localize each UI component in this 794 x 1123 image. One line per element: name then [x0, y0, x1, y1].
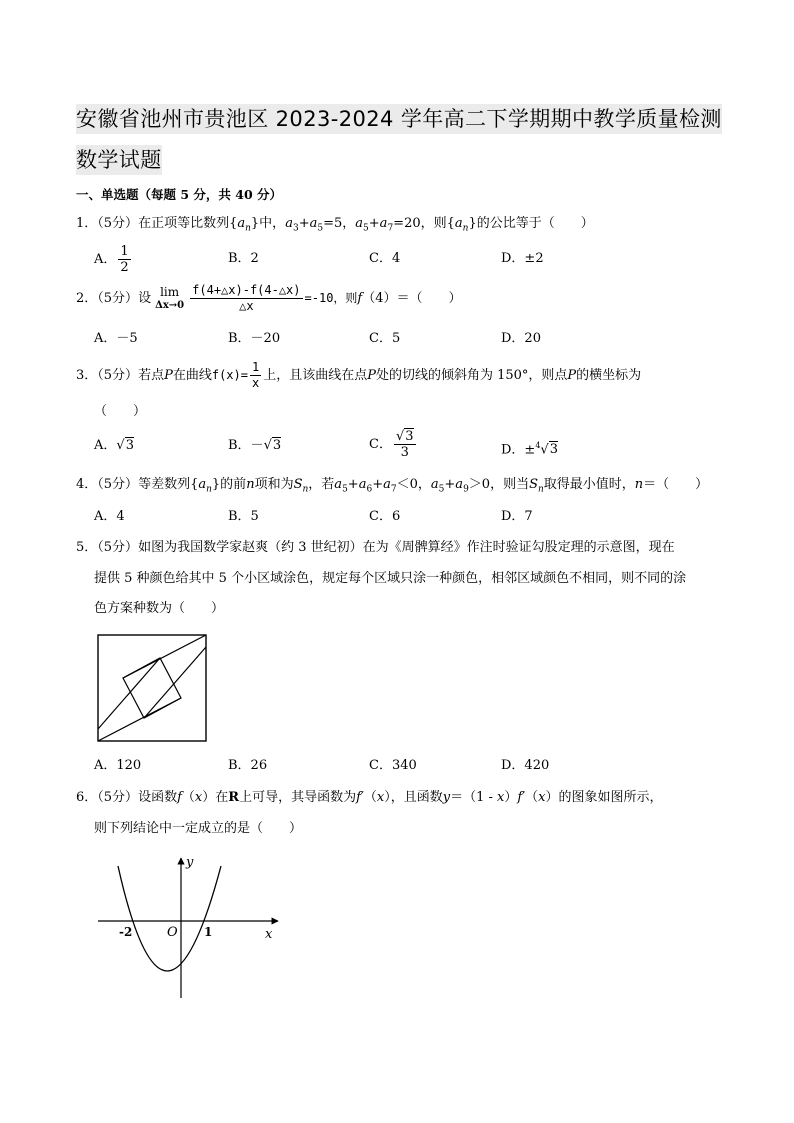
- document-title-line1: 安徽省池州市贵池区 2023-2024 学年高二下学期期中教学质量检测: [76, 104, 722, 134]
- q5-option-b[interactable]: B．26: [228, 758, 268, 773]
- x-axis-label: x: [265, 927, 273, 942]
- fraction: $\frac{1}{2}$: [120, 244, 129, 275]
- q2-option-c[interactable]: C．5: [369, 331, 401, 346]
- q2-option-a[interactable]: A．－5: [94, 331, 138, 346]
- question-6-line2: 则下列结论中一定成立的是（ ）: [94, 821, 303, 836]
- question-1: 1．（5分）在正项等比数列$\{a_n\}$中，$a_3+a_5=5$，$a_5+a_7=20$，则$\{a_n\}$的公比等于（ ）: [76, 216, 594, 234]
- y-axis-label: y: [186, 855, 194, 870]
- triangle-edge: [144, 647, 206, 718]
- question-3-paren: （ ）: [94, 404, 147, 419]
- q2-option-b[interactable]: B．－20: [228, 331, 281, 346]
- question-5-line3: 色方案种数为（ ）: [94, 601, 225, 616]
- document-title-line2: 数学试题: [76, 145, 162, 175]
- q1-option-a[interactable]: A． $\frac{1}{2}$: [94, 244, 129, 275]
- question-5-line2: 提供 5 种颜色给其中 5 个小区域涂色，规定每个区域只涂一种颜色，相邻区域颜色不相同，则不同的涂: [94, 571, 687, 586]
- q5-option-d[interactable]: D．420: [501, 758, 550, 773]
- q3-option-b[interactable]: B．－√3: [228, 438, 282, 453]
- q1-option-d[interactable]: D．±2: [501, 251, 544, 266]
- fraction: $\frac{√3}{3}$: [395, 429, 414, 460]
- q1-option-c[interactable]: C．4: [369, 251, 401, 266]
- q3-option-a[interactable]: A．√3: [94, 438, 134, 453]
- section-heading: 一、单选题（每题 5 分，共 40 分）: [76, 187, 283, 202]
- fraction: $\frac{1}{x}$: [251, 360, 260, 390]
- question-6-line1: 6．（5分）设函数f（x）在R上可导，其导函数为f′（x），且函数y＝（1 - x）f′（x）的图象如图所示，: [76, 790, 663, 805]
- q4-option-b[interactable]: B．5: [228, 509, 259, 524]
- q3-option-d[interactable]: D．±$^4$√3: [501, 441, 558, 458]
- q5-option-a[interactable]: A．120: [94, 758, 142, 773]
- origin-label: O: [167, 925, 178, 940]
- one-label: 1: [204, 925, 213, 939]
- q2-option-d[interactable]: D．20: [501, 331, 541, 346]
- q4-option-d[interactable]: D．7: [501, 509, 533, 524]
- question-4: 4．（5分）等差数列$\{a_n\}$的前n项和为$S_n$，若$a_5+a_6+a_7<0$，$a_5+a_9>0$，则当$S_n$取得最小值时，n＝（ ）: [76, 477, 709, 495]
- q1-option-b[interactable]: B．2: [228, 251, 259, 266]
- q3-option-c[interactable]: C． $\frac{√3}{3}$: [369, 429, 414, 460]
- question-5-line1: 5．（5分）如图为我国数学家赵爽（约 3 世纪初）在为《周髀算经》作注时验证勾股定理的示意图，现在: [76, 540, 675, 555]
- parabola-graph: [92, 852, 282, 1002]
- triangle-edge: [98, 658, 160, 729]
- parabola-curve: [118, 866, 221, 971]
- limit-expression: lim Δx→0: [155, 284, 185, 311]
- fraction: $\frac{f(4+\triangle x)-f(4-\triangle x)}{\triangle x}$: [192, 283, 301, 313]
- zhao-shuang-diagram: [96, 633, 208, 743]
- q5-option-c[interactable]: C．340: [369, 758, 417, 773]
- question-3: 3．（5分）若点P在曲线f(x)= $\frac{1}{x}$ 上，且该曲线在点P处的切线的倾斜角为 150°，则点P的横坐标为: [76, 360, 642, 390]
- outer-square: [98, 635, 206, 741]
- q4-option-c[interactable]: C．6: [369, 509, 401, 524]
- neg2-label: -2: [119, 925, 133, 939]
- question-2: 2．（5分）设 lim Δx→0 $\frac{f(4+\triangle x)-f(4-\triangle x)}{\triangle x}$ =-10，则f（4）＝（ ）: [76, 283, 462, 313]
- q4-option-a[interactable]: A．4: [94, 509, 125, 524]
